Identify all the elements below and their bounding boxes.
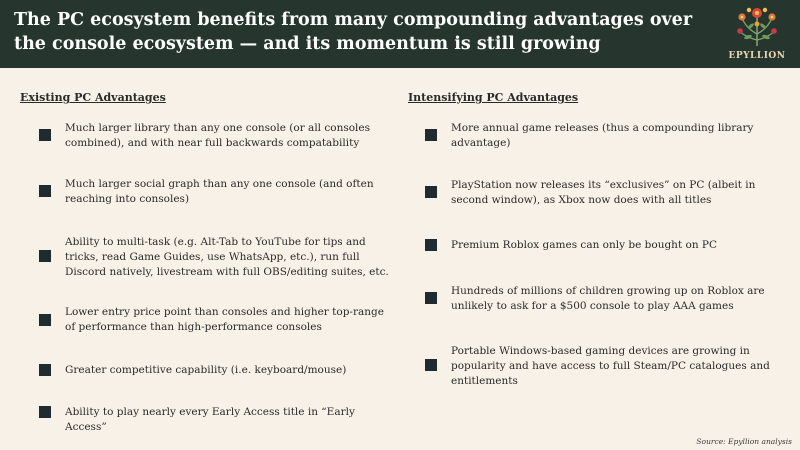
- bullet-square-icon: [39, 129, 51, 141]
- left-column-heading: Existing PC Advantages: [20, 91, 166, 104]
- list-item-text: Greater competitive capability (i.e. keyboard/mouse): [65, 364, 347, 376]
- bullet-square-icon: [39, 185, 51, 197]
- right-column-heading: Intensifying PC Advantages: [408, 91, 579, 104]
- bullet-square-icon: [425, 239, 437, 251]
- list-item-text: Ability to multi-task (e.g. Alt-Tab to YouTube for tips and tricks, read Game Guides, use WhatsApp, etc.), run full Discord natively, livestream with full OBS/editing suites, etc.: [65, 236, 389, 278]
- brand-logo: [724, 4, 790, 66]
- list-item-text: Much larger library than any one console (or all consoles combined), and with near full backwards compatability: [65, 122, 371, 149]
- list-item-text: Lower entry price point than consoles and higher top-range of performance than high-performance consoles: [65, 306, 384, 333]
- bullet-square-icon: [425, 292, 437, 304]
- list-item-text: PlayStation now releases its “exclusives” on PC (albeit in second window), as Xbox now does with all titles: [451, 179, 756, 206]
- bullet-square-icon: [39, 250, 51, 262]
- header-bar: [0, 0, 800, 68]
- bullet-square-icon: [425, 359, 437, 371]
- floral-emblem-icon: [734, 4, 780, 48]
- list-item-text: Hundreds of millions of children growing up on Roblox are unlikely to ask for a $500 console to play AAA games: [451, 285, 765, 312]
- bullet-square-icon: [425, 129, 437, 141]
- list-item-text: Ability to play nearly every Early Access title in “Early Access”: [65, 406, 355, 433]
- bullet-square-icon: [39, 406, 51, 418]
- list-item-text: More annual game releases (thus a compounding library advantage): [451, 122, 754, 149]
- list-item-text: Much larger social graph than any one console (and often reaching into consoles): [65, 178, 374, 205]
- list-item-text: Premium Roblox games can only be bought on PC: [451, 239, 718, 251]
- page-title: The PC ecosystem benefits from many compounding advantages over the console ecosystem — and its momentum is still growing: [14, 10, 693, 54]
- bullet-square-icon: [425, 186, 437, 198]
- bullet-square-icon: [39, 364, 51, 376]
- source-note: Source: Epyllion analysis: [696, 437, 792, 446]
- bullet-square-icon: [39, 314, 51, 326]
- logo-wordmark: EPYLLION: [728, 51, 786, 61]
- list-item-text: Portable Windows-based gaming devices are growing in popularity and have access to full Steam/PC catalogues and entitlements: [451, 345, 770, 387]
